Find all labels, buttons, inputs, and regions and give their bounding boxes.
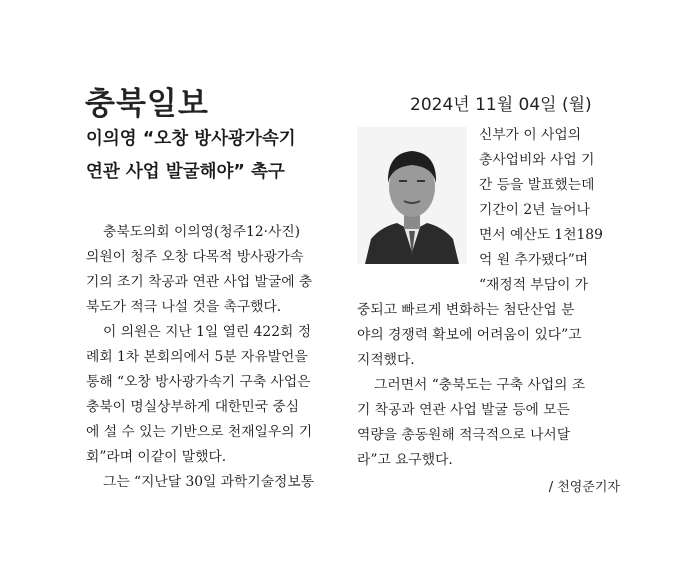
body-line: 례회 1차 본회의에서 5분 자유발언을	[86, 349, 308, 365]
body-line: 회”라며 이같이 말했다.	[86, 449, 227, 465]
body-line: 지적했다.	[357, 352, 415, 368]
body-line: 이 의원은 지난 1일 열린 422회 정	[103, 324, 312, 340]
body-line: 북도가 적극 나설 것을 촉구했다.	[86, 299, 282, 315]
body-line: 기 착공과 연관 사업 발굴 등에 모든	[357, 402, 570, 418]
body-line: 역량을 총동원해 적극적으로 나서달	[357, 427, 571, 443]
body-line: 통해 “오창 방사광가속기 구축 사업은	[86, 374, 311, 390]
headline-line-2: 연관 사업 발굴해야” 촉구	[86, 162, 285, 182]
body-line: 의원이 청주 오창 다목적 방사광가속	[86, 249, 304, 265]
body-line: 기간이 2년 늘어나	[479, 202, 590, 218]
reporter-byline: / 천영준기자	[548, 480, 620, 495]
headline-line-1: 이의영 “오창 방사광가속기	[86, 129, 296, 149]
body-line: 충북도의회 이의영(청주12·사진)	[103, 224, 301, 240]
body-line: 에 설 수 있는 기반으로 천재일우의 기	[86, 424, 313, 440]
body-line: 그러면서 “충북도는 구축 사업의 조	[374, 377, 586, 393]
body-line: 기의 조기 착공과 연관 사업 발굴에 충	[86, 274, 313, 290]
portrait-image	[357, 127, 467, 264]
body-line: 중되고 빠르게 변화하는 첨단산업 분	[357, 302, 575, 318]
body-line: 그는 “지난달 30일 과학기술정보통	[103, 474, 315, 490]
publication-date: 2024년 11월 04일 (월)	[410, 95, 592, 115]
reporter-photo	[357, 127, 467, 264]
body-line: 충북이 명실상부하게 대한민국 중심	[86, 399, 300, 415]
body-line: 신부가 이 사업의	[479, 127, 582, 143]
body-line: 야의 경쟁력 확보에 어려움이 있다”고	[357, 327, 582, 343]
body-line: 간 등을 발표했는데	[479, 177, 595, 193]
newspaper-masthead: 충북일보	[85, 86, 209, 122]
body-line: 총사업비와 사업 기	[479, 152, 595, 168]
body-line: “재정적 부담이 가	[479, 277, 589, 293]
body-line: 면서 예산도 1천189	[479, 227, 603, 243]
body-line: 억 원 추가됐다”며	[479, 252, 589, 268]
body-line: 라”고 요구했다.	[357, 452, 453, 468]
